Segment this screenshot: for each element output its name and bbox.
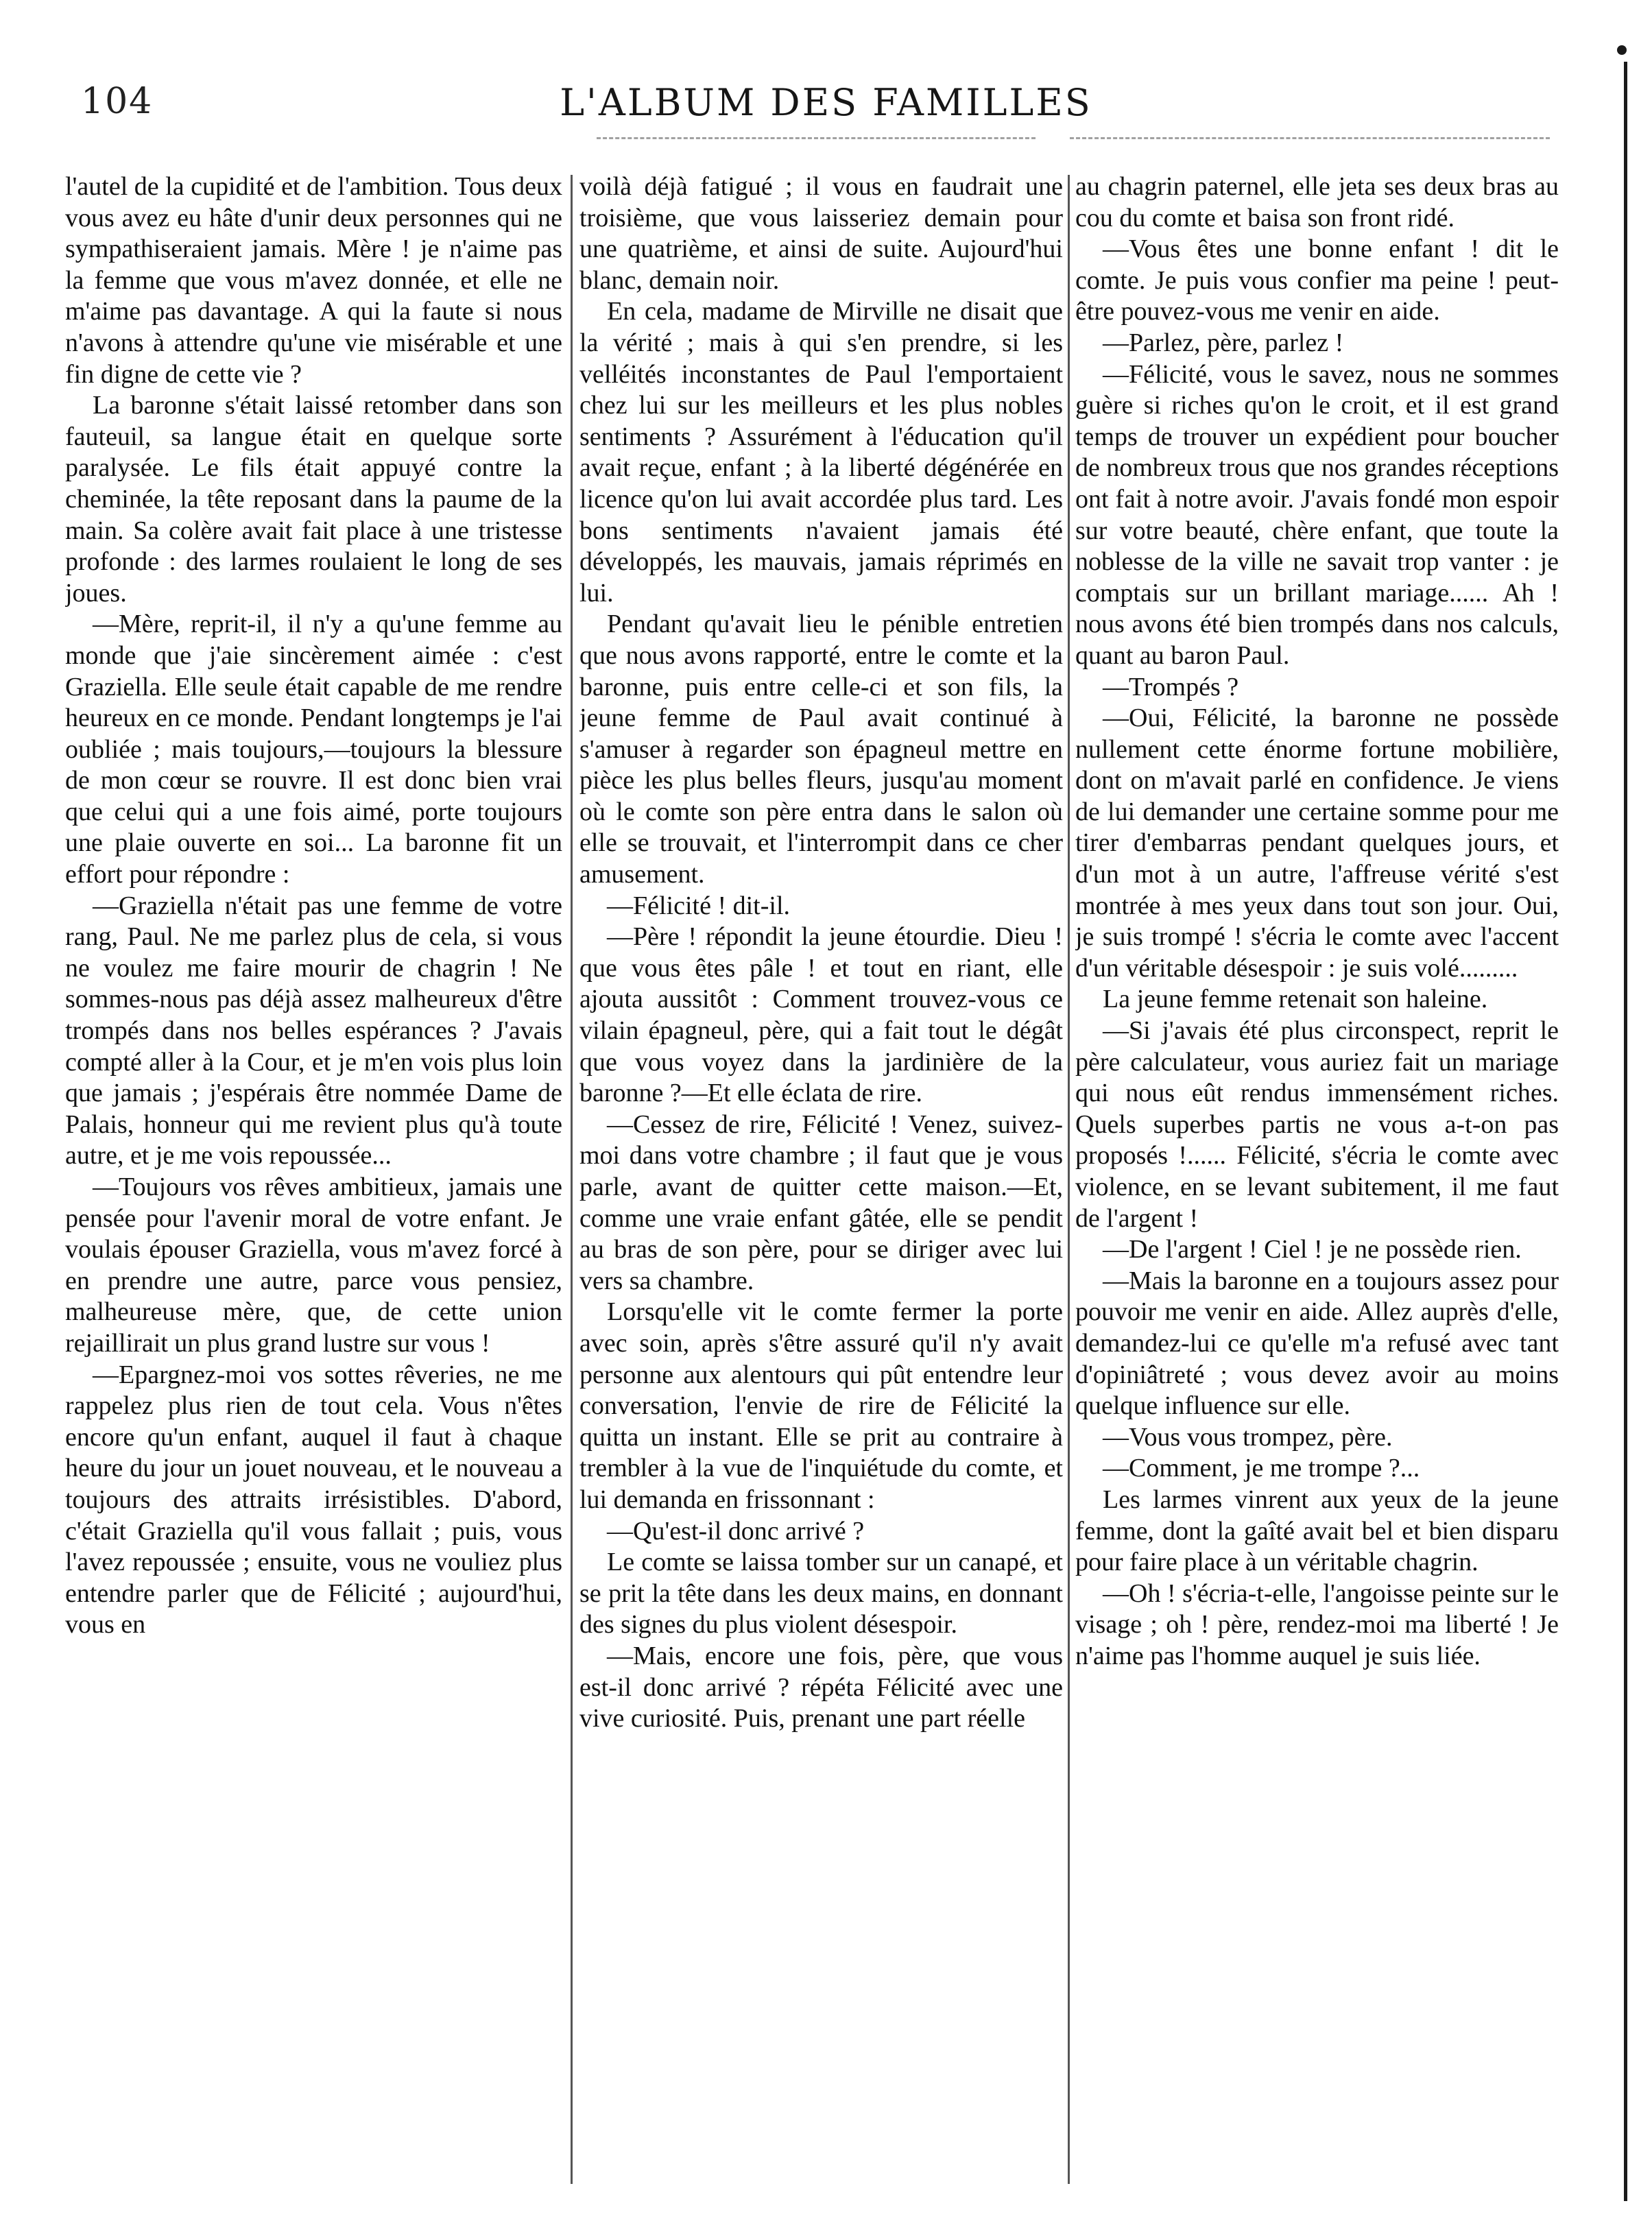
paragraph: —Trompés ? (1103, 672, 1239, 701)
paragraph: Le comte se laissa tomber sur un canapé, et se prit la tête dans les deux mains, en donnant des signes du plus violent désespoir. (579, 1548, 1063, 1640)
text-column-2 (579, 171, 1063, 2194)
paragraph: —Vous êtes une bonne enfant ! dit le comte. Je puis vous confier ma peine ! peut-être pouvez-vous me venir en aide. (1075, 235, 1559, 326)
paragraph: —Si j'avais été plus circonspect, reprit le père calculateur, vous auriez fait un mariage qui nous eût rendus immensément riches. Quels superbes partis ne vous a-t-on pas proposés !...... Félicité, s'écria le comte avec violence, en se levant subitement, il me faut de l'argent ! (1075, 1016, 1559, 1233)
paragraph: —Oui, Félicité, la baronne ne possède nullement cette énorme fortune mobilière, dont on m'avait parlé en confidence. Je viens de lui demander une certaine somme pour me tirer d'embarras pendant quelques jours, et d'un mot à un autre, l'affreuse vérité s'est montrée à mes yeux dans tout son jour. Oui, je suis trompé ! s'écria le comte avec l'accent d'un véritable désespoir : je suis volé......... (1075, 704, 1559, 983)
paragraph: —Vous vous trompez, père. (1103, 1422, 1393, 1452)
column-divider-1 (571, 175, 573, 2184)
paragraph: —De l'argent ! Ciel ! je ne possède rien. (1103, 1235, 1522, 1264)
paragraph: voilà déjà fatigué ; il vous en faudrait une troisième, que vous laisseriez demain pour une quatrième, et ainsi de suite. Aujourd'hui blanc, demain noir. (579, 172, 1063, 295)
paragraph: Pendant qu'avait lieu le pénible entretien que nous avons rapporté, entre le comte et la baronne, puis entre celle-ci et son fils, la jeune femme de Paul avait continué à s'amuser à regarder son épagneul mettre en pièce les plus belles fleurs, jusqu'au moment où le comte son père entra dans le salon où elle se trouvait, et l'interrompit dans ce cher amusement. (579, 610, 1063, 889)
column-divider-2 (1068, 175, 1070, 2184)
paragraph: l'autel de la cupidité et de l'ambition. Tous deux vous avez eu hâte d'unir deux personnes qui ne sympathiseraient jamais. Mère ! je n'aime pas la femme que vous m'avez donnée, et elle ne m'aime pas davantage. A qui la faute si nous n'avons à attendre qu'une vie misérable et une fin digne de cette vie ? (65, 172, 562, 389)
paragraph: —Parlez, père, parlez ! (1103, 328, 1344, 357)
paragraph: —Oh ! s'écria-t-elle, l'angoisse peinte sur le visage ; oh ! père, rendez-moi ma liberté ! Je n'aime pas l'homme auquel je suis liée. (1075, 1578, 1559, 1670)
paragraph: La baronne s'était laissé retomber dans son fauteuil, sa langue était en quelque sorte paralysée. Le fils était appuyé contre la cheminée, la tête reposant dans la paume de la main. Sa colère avait fait place à une tristesse profonde : des larmes roulaient le long de ses joues. (65, 391, 562, 608)
text-column-3 (1075, 171, 1559, 2194)
paragraph: Les larmes vinrent aux yeux de la jeune femme, dont la gaîté avait bel et bien disparu pour faire place à un véritable chagrin. (1075, 1485, 1559, 1577)
paragraph: —Graziella n'était pas une femme de votre rang, Paul. Ne me parlez plus de cela, si vous ne voulez me faire mourir de chagrin ! Ne sommes-nous pas déjà assez malheureux d'être trompés dans nos belles espérances ? J'avais compté aller à la Cour, et je m'en vois plus loin que jamais ; j'espérais être nommée Dame de Palais, honneur qui me revient plus qu'à toute autre, et je me vois repoussée... (65, 891, 562, 1170)
header-rule-left (597, 137, 1036, 142)
paragraph: —Epargnez-moi vos sottes rêveries, ne me rappelez plus rien de tout cela. Vous n'êtes encore qu'un enfant, auquel il faut à chaque heure du jour un jouet nouveau, et le nouveau a toujours des attraits irrésistibles. D'abord, c'était Graziella qu'il vous fallait ; puis, vous l'avez repoussée ; ensuite, vous ne vouliez plus entendre parler que de Félicité ; aujourd'hui, vous en (65, 1360, 562, 1640)
paragraph: —Comment, je me trompe ?... (1103, 1454, 1420, 1483)
paragraph: En cela, madame de Mirville ne disait que la vérité ; mais à qui s'en prendre, si les velléités inconstantes de Paul l'emportaient chez lui sur les meilleurs et les plus nobles sentiments ? Assurément à l'éducation qu'il avait reçue, enfant ; à la liberté dégénérée en licence qu'on lui avait accordée plus tard. Les bons sentiments n'avaient jamais été développés, les mauvais, jamais réprimés en lui. (579, 297, 1063, 608)
page-number: 104 (81, 81, 154, 122)
paragraph: La jeune femme retenait son haleine. (1103, 985, 1488, 1014)
paragraph: —Cessez de rire, Félicité ! Venez, suivez-moi dans votre chambre ; il faut que je vous parle, avant de quitter cette maison.—Et, comme une vraie enfant gâtée, elle se pendit au bras de son père, pour se diriger avec lui vers sa chambre. (579, 1109, 1063, 1295)
paragraph: —Félicité, vous le savez, nous ne sommes guère si riches qu'on le croit, et il est grand temps de trouver un expédient pour boucher de nombreux trous que nos grandes réceptions ont fait à notre avoir. J'avais fondé mon espoir sur votre beauté, chère enfant, que toute la noblesse de la ville ne savait trop vanter : je comptais sur un brillant mariage...... Ah ! nous avons été bien trompés dans nos calculs, quant au baron Paul. (1075, 359, 1559, 670)
paragraph: —Mais, encore une fois, père, que vous est-il donc arrivé ? répéta Félicité avec une vive curiosité. Puis, prenant une part réelle (579, 1641, 1063, 1733)
running-title: L'ALBUM DES FAMILLES (560, 81, 1092, 124)
paragraph: —Mère, reprit-il, il n'y a qu'une femme au monde que j'aie sincèrement aimée : c'est Graziella. Elle seule était capable de me rendre heureux en ce monde. Pendant longtemps je l'ai oubliée ; mais toujours,—toujours la blessure de mon cœur se rouvre. Il est donc bien vrai que celui qui a une fois aimé, porte toujours une plaie ouverte en soi... La baronne fit un effort pour répondre : (65, 610, 562, 889)
paragraph: Lorsqu'elle vit le comte fermer la porte avec soin, après s'être assuré qu'il n'y avait personne aux alentours qui pût entendre leur conversation, l'envie de rire de Félicité la quitta un instant. Elle se prit au contraire à trembler à la vue de l'inquiétude du comte, et lui demanda en frissonnant : (579, 1297, 1063, 1514)
page-edge-rule (1624, 62, 1627, 2201)
margin-dot (1617, 45, 1627, 55)
paragraph: au chagrin paternel, elle jeta ses deux bras au cou du comte et baisa son front ridé. (1075, 172, 1559, 232)
header-rule-right (1070, 137, 1550, 142)
paragraph: —Félicité ! dit-il. (607, 891, 791, 920)
paragraph: —Qu'est-il donc arrivé ? (607, 1516, 865, 1546)
text-column-1 (65, 171, 562, 2194)
paragraph: —Père ! répondit la jeune étourdie. Dieu ! que vous êtes pâle ! et tout en riant, elle ajouta aussitôt : Comment trouvez-vous ce vilain épagneul, père, qui a fait tout le dégât que vous voyez dans la jardinière de la baronne ?—Et elle éclata de rire. (579, 922, 1063, 1108)
paragraph: —Mais la baronne en a toujours assez pour pouvoir me venir en aide. Allez auprès d'elle, demandez-lui ce qu'elle m'a refusé avec tant d'opiniâtreté ; vous devez avoir au moins quelque influence sur elle. (1075, 1266, 1559, 1421)
paragraph: —Toujours vos rêves ambitieux, jamais une pensée pour l'avenir moral de votre enfant. Je voulais épouser Graziella, vous m'avez forcé à en prendre une autre, parce vous pensiez, malheureuse mère, que, de cette union rejaillirait un plus grand lustre sur vous ! (65, 1173, 562, 1358)
